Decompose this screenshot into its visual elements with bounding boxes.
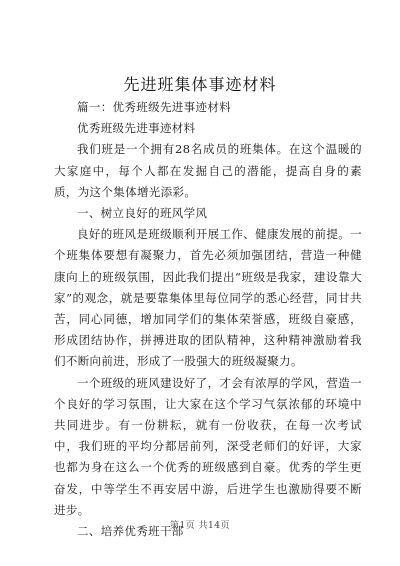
document-title: 先进班集体事迹材料: [123, 75, 277, 94]
section-heading: 二、培养优秀班干部: [77, 524, 184, 539]
subtitle: 优秀班级先进事迹材料: [77, 121, 196, 136]
paragraph: 良好的班风是班级顺利开展工作、健康发展的前提。一个班集体要想有凝聚力，首先必须加强团结，营造一种健康向上的班级氛围，因此我们提出“班级是我家，建设靠大家”的观念，就是要靠集体里每位同学的悉心经营，同甘共苦，同心同德，增加同学们的集体荣誉感，班级自豪感，形成团结协作，拼搏进取的团队精神，这种精神激励着我们不断向前进，形成了一股强大的班级凝聚力。: [54, 227, 362, 369]
document-body: [54, 97, 362, 542]
paragraph: 我们班是一个拥有28名成员的班集体。在这个温暖的大家庭中，每个人都在发掘自己的潜能，提高自身的素质，为这个集体增光添彩。: [54, 142, 362, 199]
page-footer: 第1页 共14页: [169, 521, 231, 531]
section-heading: 篇一：优秀班级先进事迹材料: [77, 100, 232, 114]
section-heading: 一、树立良好的班风学风: [77, 206, 208, 221]
paragraph: 一个班级的班风建设好了，才会有浓厚的学风，营造一个良好的学习氛围，让大家在这个学习气氛浓郁的环境中共同进步。有一份耕耘，就有一份收获，在每一次考试中，我们班的平均分都居前列，深受老师们的好评，大家也都为身在这么一个优秀的班级感到自豪。优秀的学生更奋发，中等学生不再安居中游，后进学生也激励得要不断进步。: [54, 375, 362, 517]
